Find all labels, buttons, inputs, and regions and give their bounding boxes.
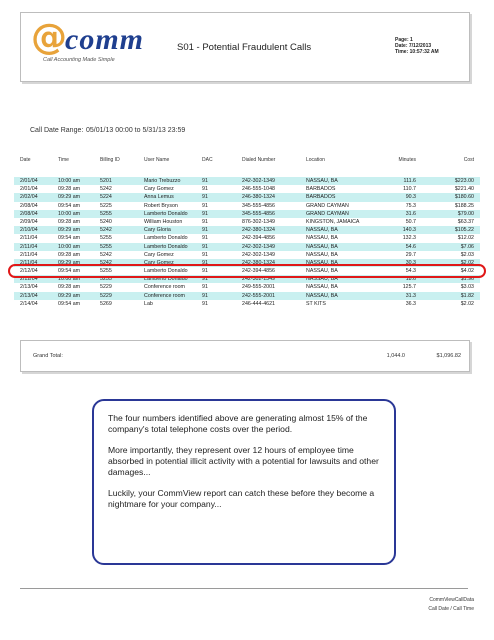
table-row [14, 243, 480, 251]
cell-location: NASSAU, BA [306, 276, 338, 283]
cell-minutes: 54.6 [405, 243, 416, 250]
cell-time: 09:29 am [58, 227, 81, 234]
logo-wordmark: comm [65, 23, 144, 56]
cell-location: NASSAU, BA [306, 178, 338, 184]
cell-user-name: Cary Gloria [144, 227, 171, 234]
cell-date: 2/12/04 [20, 276, 38, 283]
cell-user-name: Conference room [144, 292, 185, 299]
cell-dac: 91 [202, 268, 208, 275]
cell-location: NASSAU, BA [306, 227, 338, 234]
cell-time: 09:29 am [58, 259, 81, 266]
cell-cost: $2.03 [460, 251, 474, 258]
cell-dialed-number: 242-380-1324 [242, 259, 275, 266]
cell-date: 2/11/04 [20, 243, 38, 250]
report-meta [395, 37, 439, 55]
table-row [14, 259, 480, 267]
cell-date: 2/13/04 [20, 284, 38, 291]
footer-line-1: CommViewCallData [429, 597, 474, 603]
cell-time: 09:28 am [58, 218, 81, 225]
page-number: Page: 1 [395, 37, 413, 43]
cell-dialed-number: 345-555-4856 [242, 202, 275, 209]
cell-location: NASSAU, BA [306, 292, 338, 299]
table-row [14, 193, 480, 201]
cell-dac: 91 [202, 186, 208, 193]
table-row [14, 185, 480, 193]
table-row [14, 267, 480, 275]
cell-location: BARBADOS [306, 194, 336, 201]
cell-date: 2/12/04 [20, 268, 38, 275]
logo-tagline: Call Accounting Made Simple [43, 57, 115, 63]
cell-minutes: 30.3 [405, 259, 416, 266]
cell-user-name: Anna Lemus [144, 194, 174, 201]
cell-dac: 91 [202, 178, 208, 184]
cell-dialed-number: 249-555-2001 [242, 284, 275, 291]
cell-dac: 91 [202, 292, 208, 299]
date-range-value: 05/01/13 00:00 to 5/31/13 23:59 [86, 127, 186, 134]
cell-time: 10:00 am [58, 243, 81, 250]
cell-minutes: 31.3 [405, 292, 416, 299]
cell-billing-id: 5255 [100, 235, 112, 242]
cell-user-name: Lamberto Donaldo [144, 210, 188, 217]
cell-time: 09:54 am [58, 300, 81, 307]
cell-user-name: Robert Bryson [144, 202, 178, 209]
grand-total-box [20, 340, 470, 372]
cell-user-name: Lamberto Donaldo [144, 268, 188, 275]
cell-dialed-number: 242-302-1349 [242, 243, 275, 250]
cell-time: 09:28 am [58, 284, 81, 291]
grand-total-cost: $1,096.82 [436, 353, 461, 359]
cell-billing-id: 5242 [100, 186, 112, 193]
cell-dialed-number: 876-302-1349 [242, 218, 275, 225]
table-row [14, 292, 480, 300]
table-header [14, 157, 480, 167]
table-row [14, 300, 480, 308]
cell-billing-id: 5255 [100, 268, 112, 275]
cell-date: 2/01/04 [20, 178, 38, 184]
table-row [14, 234, 480, 242]
cell-time: 09:54 am [58, 235, 81, 242]
col-cost: Cost [463, 157, 474, 163]
calls-table [14, 157, 480, 308]
cell-time: 09:29 am [58, 194, 81, 201]
cell-dac: 91 [202, 218, 208, 225]
cell-minutes: 18.6 [405, 276, 416, 283]
cell-minutes: 50.7 [405, 218, 416, 225]
report-header [20, 12, 470, 82]
cell-dac: 91 [202, 276, 208, 283]
report-date: Date: 7/12/2013 [395, 43, 432, 49]
cell-dialed-number: 246-555-1048 [242, 186, 275, 193]
cell-cost: $79.00 [457, 210, 474, 217]
cell-time: 09:29 am [58, 292, 81, 299]
cell-date: 2/11/04 [20, 251, 38, 258]
cell-billing-id: 5240 [100, 218, 112, 225]
cell-user-name: Conference room [144, 284, 185, 291]
cell-minutes: 110.7 [403, 186, 416, 193]
cell-location: BARBADOS [306, 186, 336, 193]
cell-minutes: 54.3 [405, 268, 416, 275]
date-range-label: Call Date Range: [30, 127, 84, 134]
cell-minutes: 31.6 [405, 210, 416, 217]
cell-date: 2/10/04 [20, 227, 38, 234]
cell-user-name: Cary Gomez [144, 186, 174, 193]
table-body [14, 177, 480, 308]
cell-cost: $4.02 [460, 268, 474, 275]
cell-dac: 91 [202, 194, 208, 201]
cell-dac: 91 [202, 251, 208, 258]
cell-user-name: Lamberto Donaldo [144, 276, 188, 283]
cell-user-name: Cary Gomez [144, 259, 174, 266]
cell-date: 2/02/04 [20, 194, 38, 201]
cell-dialed-number: 246-380-1324 [242, 194, 275, 201]
cell-dialed-number: 345-555-4856 [242, 210, 275, 217]
cell-user-name: Lamberto Donaldo [144, 235, 188, 242]
cell-location: GRAND CAYMAN [306, 210, 349, 217]
grand-total-label: Grand Total: [33, 353, 63, 359]
cell-user-name: Mario Trebuzzo [144, 178, 181, 184]
col-dialed-number: Dialed Number [242, 157, 276, 163]
cell-dac: 91 [202, 210, 208, 217]
cell-location: NASSAU, BA [306, 243, 338, 250]
table-row [14, 251, 480, 259]
cell-billing-id: 5225 [100, 202, 112, 209]
cell-cost: $180.60 [454, 194, 474, 201]
cell-dialed-number: 242-302-1349 [242, 276, 275, 283]
cell-date: 2/11/04 [20, 235, 38, 242]
col-billing-id: Billing ID [100, 157, 120, 163]
cell-dialed-number: 242-380-1324 [242, 227, 275, 234]
cell-billing-id: 5229 [100, 284, 112, 291]
col-time: Time [58, 157, 69, 163]
cell-billing-id: 5224 [100, 194, 112, 201]
table-row [14, 226, 480, 234]
cell-time: 09:54 am [58, 202, 81, 209]
cell-dialed-number: 242-394-4856 [242, 268, 275, 275]
callout-paragraph-3: Luckily, your CommView report can catch these before they become a nightmare for your company... [108, 488, 375, 509]
cell-dialed-number: 242-394-4856 [242, 235, 275, 242]
cell-billing-id: 5269 [100, 300, 112, 307]
cell-location: ST KITS [306, 300, 326, 307]
cell-dialed-number: 242-555-2001 [242, 292, 275, 299]
cell-minutes: 111.6 [403, 178, 416, 184]
report-title: S01 - Potential Fraudulent Calls [177, 42, 312, 53]
grand-total-minutes: 1,044.0 [386, 353, 405, 359]
cell-dialed-number: 246-444-4621 [242, 300, 275, 307]
cell-user-name: Cary Gomez [144, 251, 174, 258]
cell-location: NASSAU, BA [306, 259, 338, 266]
cell-user-name: Lamberto Donaldo [144, 243, 188, 250]
cell-minutes: 36.3 [405, 300, 416, 307]
cell-dac: 91 [202, 259, 208, 266]
cell-minutes: 29.7 [405, 251, 416, 258]
footer-divider [20, 588, 468, 589]
table-row [14, 210, 480, 218]
col-date: Date [20, 157, 31, 163]
cell-date: 2/09/04 [20, 218, 38, 225]
cell-billing-id: 5242 [100, 259, 112, 266]
cell-time: 10:00 am [58, 178, 81, 184]
cell-date: 2/01/04 [20, 186, 38, 193]
cell-time: 10:00 am [58, 210, 81, 217]
cell-cost: $1.82 [460, 292, 474, 299]
report-time: Time: 10:57:32 AM [395, 49, 439, 55]
cell-date: 2/14/04 [20, 300, 38, 307]
cell-cost: $221.40 [454, 186, 474, 193]
footer-line-2: Call Date / Call Time [428, 606, 474, 612]
callout-paragraph-2: More importantly, they represent over 12 hours of employee time absorbed in potential illicit activity with a potential for lawsuits and other damages... [108, 445, 379, 477]
cell-cost: $2.02 [460, 300, 474, 307]
col-location: Location [306, 157, 325, 163]
cell-location: NASSAU, BA [306, 235, 338, 242]
cell-cost: $1.96 [460, 276, 474, 283]
cell-user-name: William Houston [144, 218, 183, 225]
cell-location: NASSAU, BA [306, 251, 338, 258]
table-row [14, 177, 480, 185]
cell-cost: $3.03 [460, 284, 474, 291]
cell-billing-id: 5242 [100, 251, 112, 258]
cell-minutes: 125.7 [402, 284, 416, 291]
col-minutes: Minutes [398, 157, 416, 163]
cell-dac: 91 [202, 202, 208, 209]
cell-minutes: 140.3 [402, 227, 416, 234]
cell-location: GRAND CAYMAN [306, 202, 349, 209]
cell-location: NASSAU, BA [306, 268, 338, 275]
cell-minutes: 132.3 [402, 235, 416, 242]
cell-billing-id: 5255 [100, 276, 112, 283]
cell-billing-id: 5255 [100, 210, 112, 217]
cell-dialed-number: 242-302-1349 [242, 251, 275, 258]
cell-cost: $12.02 [457, 235, 474, 242]
cell-time: 10:00 am [58, 276, 81, 283]
cell-date: 2/11/04 [20, 259, 38, 266]
cell-user-name: Lab [144, 300, 153, 307]
cell-cost: $105.22 [454, 227, 474, 234]
cell-cost: $188.25 [454, 202, 474, 209]
report-footer [428, 596, 474, 614]
cell-minutes: 75.3 [405, 202, 416, 209]
company-logo [31, 17, 161, 69]
callout-box [92, 399, 396, 565]
cell-minutes: 90.3 [405, 194, 416, 201]
cell-time: 09:28 am [58, 251, 81, 258]
table-row [14, 275, 480, 283]
cell-billing-id: 5229 [100, 292, 112, 299]
callout-paragraph-1: The four numbers identified above are generating almost 15% of the company's total telephone costs over the period. [108, 413, 368, 434]
cell-time: 09:54 am [58, 268, 81, 275]
cell-dac: 91 [202, 300, 208, 307]
col-user-name: User Name [144, 157, 170, 163]
cell-cost: $7.06 [460, 243, 474, 250]
cell-date: 2/08/04 [20, 210, 38, 217]
cell-cost: $223.00 [454, 178, 474, 184]
cell-billing-id: 5242 [100, 227, 112, 234]
cell-date: 2/08/04 [20, 202, 38, 209]
cell-date: 2/13/04 [20, 292, 38, 299]
cell-cost: $2.02 [460, 259, 474, 266]
cell-location: NASSAU, BA [306, 284, 338, 291]
cell-billing-id: 5201 [100, 178, 112, 184]
cell-dac: 91 [202, 235, 208, 242]
col-dac: DAC [202, 157, 213, 163]
table-row [14, 283, 480, 291]
cell-dialed-number: 242-302-1349 [242, 178, 275, 184]
cell-location: KINGSTON, JAMAICA [306, 218, 360, 225]
cell-cost: $63.37 [457, 218, 474, 225]
table-row [14, 218, 480, 226]
cell-dac: 91 [202, 284, 208, 291]
logo-at-symbol: @ [31, 17, 67, 58]
cell-dac: 91 [202, 243, 208, 250]
cell-billing-id: 5255 [100, 243, 112, 250]
cell-time: 09:28 am [58, 186, 81, 193]
table-row [14, 202, 480, 210]
cell-dac: 91 [202, 227, 208, 234]
